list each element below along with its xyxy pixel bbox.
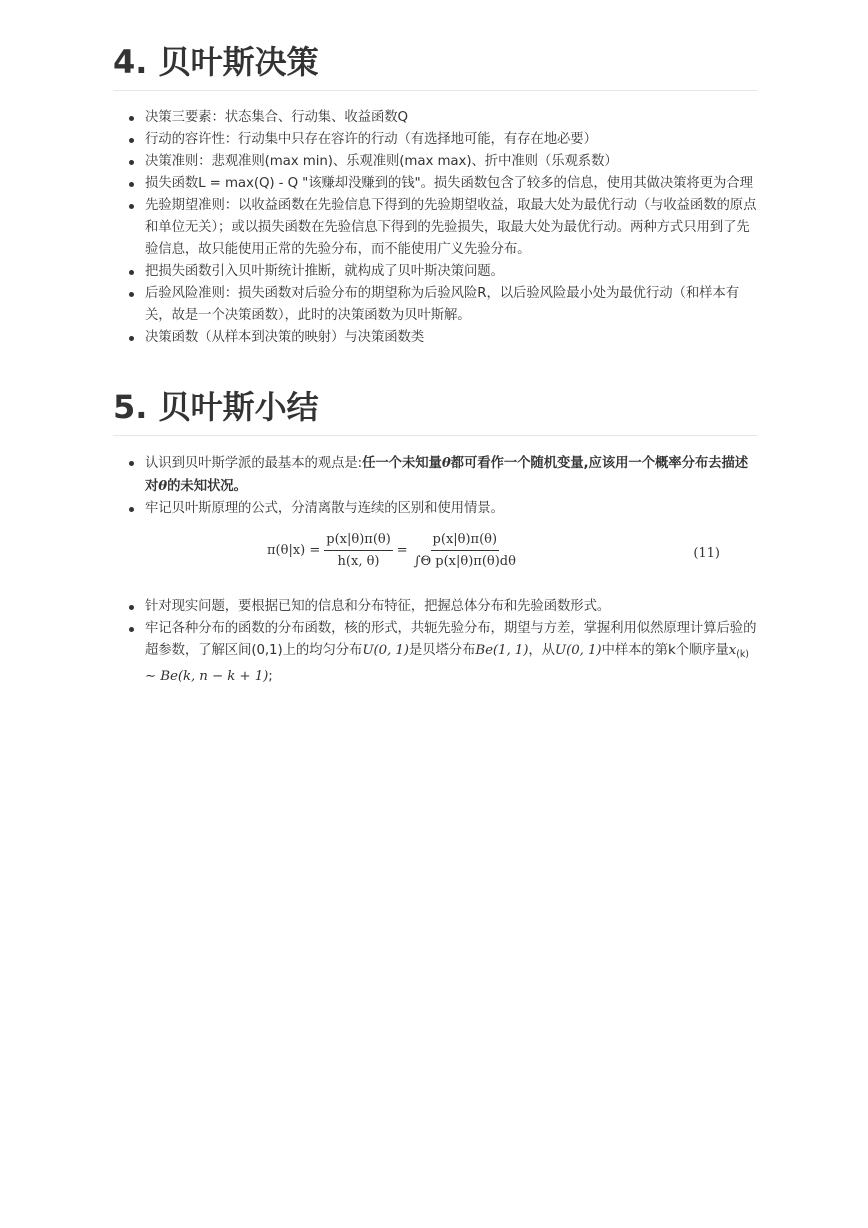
section-5-heading: 5. 贝叶斯小结: [113, 387, 757, 436]
list-item: 后验风险准则：损失函数对后验分布的期望称为后验风险R，以后验风险最小处为最优行动（和样本有关，故是一个决策函数），此时的决策函数为贝叶斯解。: [145, 283, 757, 327]
math-theta: θ: [441, 455, 451, 471]
math-beta: Be(1, 1): [475, 643, 529, 658]
list-item: 牢记贝叶斯原理的公式，分清离散与连续的区别和使用情景。: [145, 498, 757, 520]
section-4-list: [113, 107, 757, 349]
bayes-formula-equation: [81, 528, 725, 586]
list-item: [145, 618, 757, 688]
math-uniform: U(0, 1): [362, 643, 409, 658]
bold-text: 任一个未知量: [362, 456, 442, 471]
item-text: 中样本的第k个顺序量: [601, 643, 729, 658]
fraction-1-numerator: p(x|θ)π(θ): [324, 532, 393, 551]
item-text: 是贝塔分布: [408, 643, 476, 658]
equation-fraction-1: [324, 532, 393, 569]
item-text: 认识到贝叶斯学派的最基本的观点是:: [145, 456, 363, 471]
section-5-list: [113, 452, 757, 520]
document-content: [113, 0, 757, 688]
item-text: ，从: [528, 643, 555, 658]
section-5-list-continued: [113, 596, 757, 688]
math-beta-k: ∼ Be(k, n − k + 1): [145, 669, 269, 684]
math-subscript: (k): [736, 649, 749, 660]
bold-text: 的未知状况。: [167, 479, 247, 494]
bold-text: 都可看作一个随机变量,应该用一个概率分布去描述对: [145, 456, 749, 494]
math-theta: θ: [158, 478, 168, 494]
equals-sign: =: [396, 543, 408, 558]
fraction-1-denominator: h(x, θ): [337, 554, 380, 569]
list-item: 损失函数L = max(Q) - Q "该赚却没赚到的钱"。损失函数包含了较多的信息，使用其做决策将更为合理: [145, 173, 757, 195]
fraction-2-denominator: ∫Θ p(x|θ)π(θ)dθ: [413, 554, 516, 569]
math-order-statistic: x: [728, 643, 737, 658]
list-item: 针对现实问题，要根据已知的信息和分布特征，把握总体分布和先验函数形式。: [145, 596, 757, 618]
equation-lhs: π(θ|x) =: [267, 543, 321, 558]
section-4-heading: 4. 贝叶斯决策: [113, 42, 757, 91]
fraction-2-numerator: p(x|θ)π(θ): [431, 532, 500, 551]
list-item: 把损失函数引入贝叶斯统计推断，就构成了贝叶斯决策问题。: [145, 261, 757, 283]
list-item: 决策函数（从样本到决策的映射）与决策函数类: [145, 327, 757, 349]
item-text: 牢记各种分布的函数的分布函数，核的形式，共轭先验分布，期望与方差，掌握利用似然原理计算后验的超参数，了解区间(0,1)上的均匀分布: [145, 621, 757, 658]
list-item: [145, 452, 757, 498]
list-item: 行动的容许性：行动集中只存在容许的行动（有选择地可能，有存在地必要）: [145, 129, 757, 151]
list-item: 决策准则：悲观准则(max min)、乐观准则(max max)、折中准则（乐观系数）: [145, 151, 757, 173]
math-uniform: U(0, 1): [554, 643, 602, 658]
list-item: 先验期望准则：以收益函数在先验信息下得到的先验期望收益，取最大处为最优行动（与收益函数的原点和单位无关）；或以损失函数在先验信息下得到的先验损失，取最大处为最优行动。两种方式只用到了先验信息，故只能使用正常的先验分布，而不能使用广义先验分布。: [145, 195, 757, 261]
equation-fraction-2: [412, 532, 518, 569]
list-item: 决策三要素：状态集合、行动集、收益函数Q: [145, 107, 757, 129]
item-text: ;: [268, 669, 273, 684]
equation-number: (11): [693, 546, 720, 561]
equation-body: [267, 532, 522, 569]
